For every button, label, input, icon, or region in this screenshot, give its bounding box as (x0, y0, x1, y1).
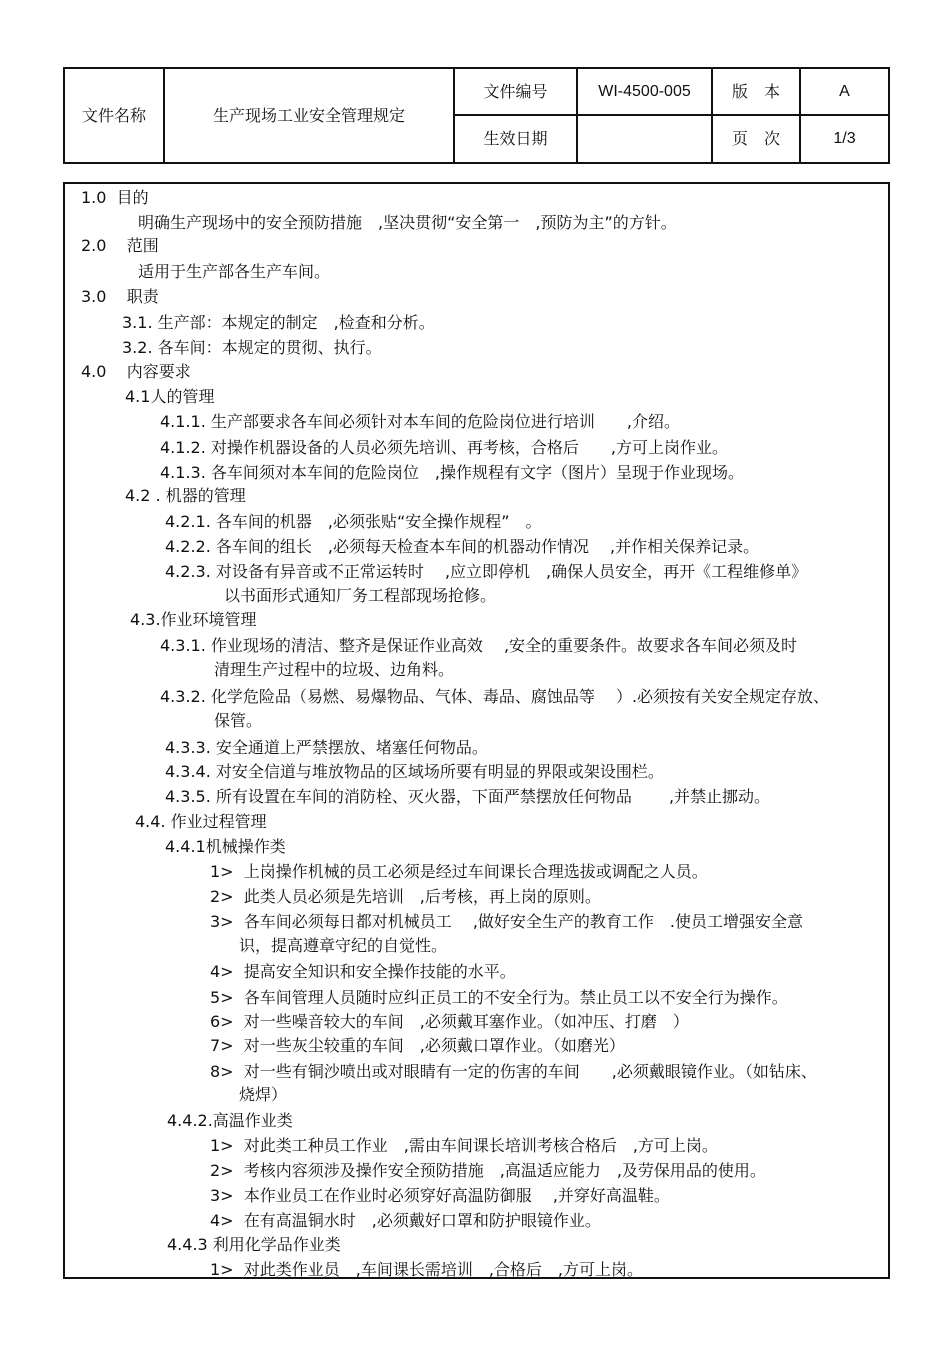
doc-number-label: 文件编号 (454, 68, 577, 115)
list-item: 6> 对一些噪音较大的车间 ,必须戴耳塞作业。（如冲压、打磨 ） (210, 1012, 689, 1031)
list-item: 4.3.4. 对安全信道与堆放物品的区域场所要有明显的界限或架设围栏。 (165, 762, 664, 781)
file-name-label: 文件名称 (64, 68, 164, 163)
subsection-heading: 4.3.作业环境管理 (130, 610, 257, 629)
page-value: 1/3 (800, 115, 889, 163)
list-item: 3> 本作业员工在作业时必须穿好高温防御服 ,并穿好高温鞋。 (210, 1186, 670, 1205)
list-item: 4> 提高安全知识和安全操作技能的水平。 (210, 962, 516, 981)
list-item: 3> 各车间必须每日都对机械员工 ,做好安全生产的教育工作 .使员工增强安全意 (210, 912, 804, 931)
list-item: 1> 上岗操作机械的员工必须是经过车间课长合理选拔或调配之人员。 (210, 862, 708, 881)
list-item: 4.1.3. 各车间须对本车间的危险岗位 ,操作规程有文字（图片）呈现于作业现场。 (160, 463, 744, 482)
subsection-heading: 4.4. 作业过程管理 (135, 812, 267, 831)
body-text: 明确生产现场中的安全预防措施 ,坚决贯彻“安全第一 ,预防为主”的方针。 (138, 213, 677, 232)
list-item: 8> 对一些有铜沙喷出或对眼睛有一定的伤害的车间 ,必须戴眼镜作业。（如钻床、 (210, 1062, 817, 1081)
document-header-table (63, 67, 890, 164)
list-item: 1> 对此类工种员工作业 ,需由车间课长培训考核合格后 ,方可上岗。 (210, 1136, 718, 1155)
list-item: 4.3.1. 作业现场的清洁、整齐是保证作业高效 ,安全的重要条件。故要求各车间必须及时 (160, 636, 798, 655)
list-item-continuation: 保管。 (214, 711, 263, 730)
list-item-continuation: 以书面形式通知厂务工程部现场抢修。 (224, 586, 497, 605)
list-item: 1> 对此类作业员 ,车间课长需培训 ,合格后 ,方可上岗。 (210, 1260, 644, 1279)
section-heading: 4.0 内容要求 (81, 362, 191, 381)
subsection-heading: 4.2 . 机器的管理 (125, 486, 246, 505)
version-label: 版 本 (712, 68, 800, 115)
list-item: 4.2.1. 各车间的机器 ,必须张贴“安全操作规程” 。 (165, 512, 542, 531)
subsection-heading: 4.1人的管理 (125, 387, 215, 406)
list-item: 4.2.3. 对设备有异音或不正常运转时 ,应立即停机 ,确保人员安全，再开《工程维修单》 (165, 562, 808, 581)
list-item-continuation: 识，提高遵章守纪的自觉性。 (239, 936, 448, 955)
document-body (63, 182, 890, 1279)
list-item: 4.3.3. 安全通道上严禁摆放、堵塞任何物品。 (165, 738, 488, 757)
subsection-heading: 4.4.2.高温作业类 (167, 1111, 293, 1130)
doc-number-value: WI-4500-005 (577, 68, 712, 115)
list-item: 4> 在有高温铜水时 ,必须戴好口罩和防护眼镜作业。 (210, 1211, 601, 1230)
list-item: 2> 此类人员必须是先培训 ,后考核，再上岗的原则。 (210, 887, 601, 906)
list-item: 5> 各车间管理人员随时应纠正员工的不安全行为。禁止员工以不安全行为操作。 (210, 988, 788, 1007)
subsection-heading: 4.4.1机械操作类 (165, 837, 286, 856)
file-name-value: 生产现场工业安全管理规定 (164, 68, 454, 163)
list-item: 3.2. 各车间：本规定的贯彻、执行。 (122, 338, 382, 357)
list-item: 4.2.2. 各车间的组长 ,必须每天检查本车间的机器动作情况 ,并作相关保养记录。 (165, 537, 760, 556)
page-label: 页 次 (712, 115, 800, 163)
list-item: 7> 对一些灰尘较重的车间 ,必须戴口罩作业。（如磨光） (210, 1036, 625, 1055)
list-item-continuation: 清理生产过程中的垃圾、边角料。 (214, 660, 455, 679)
list-item-continuation: 烧焊） (239, 1085, 288, 1104)
list-item: 4.3.2. 化学危险品（易燃、易爆物品、气体、毒品、腐蚀品等 ）.必须按有关安全规定存放、 (160, 687, 830, 706)
list-item: 4.1.2. 对操作机器设备的人员必须先培训、再考核，合格后 ,方可上岗作业。 (160, 438, 728, 457)
list-item: 4.1.1. 生产部要求各车间必须针对本车间的危险岗位进行培训 ,介绍。 (160, 412, 680, 431)
section-heading: 1.0 目的 (81, 188, 149, 207)
body-text: 适用于生产部各生产车间。 (138, 262, 331, 281)
subsection-heading: 4.4.3 利用化学品作业类 (167, 1235, 341, 1254)
list-item: 2> 考核内容须涉及操作安全预防措施 ,高温适应能力 ,及劳保用品的使用。 (210, 1161, 766, 1180)
version-value: A (800, 68, 889, 115)
section-heading: 2.0 范围 (81, 236, 159, 255)
section-heading: 3.0 职责 (81, 287, 159, 306)
list-item: 4.3.5. 所有设置在车间的消防栓、灭火器，下面严禁摆放任何物品 ,并禁止挪动。 (165, 787, 771, 806)
list-item: 3.1. 生产部：本规定的制定 ,检查和分析。 (122, 313, 435, 332)
effective-date-label: 生效日期 (454, 115, 577, 163)
effective-date-value (577, 115, 712, 163)
